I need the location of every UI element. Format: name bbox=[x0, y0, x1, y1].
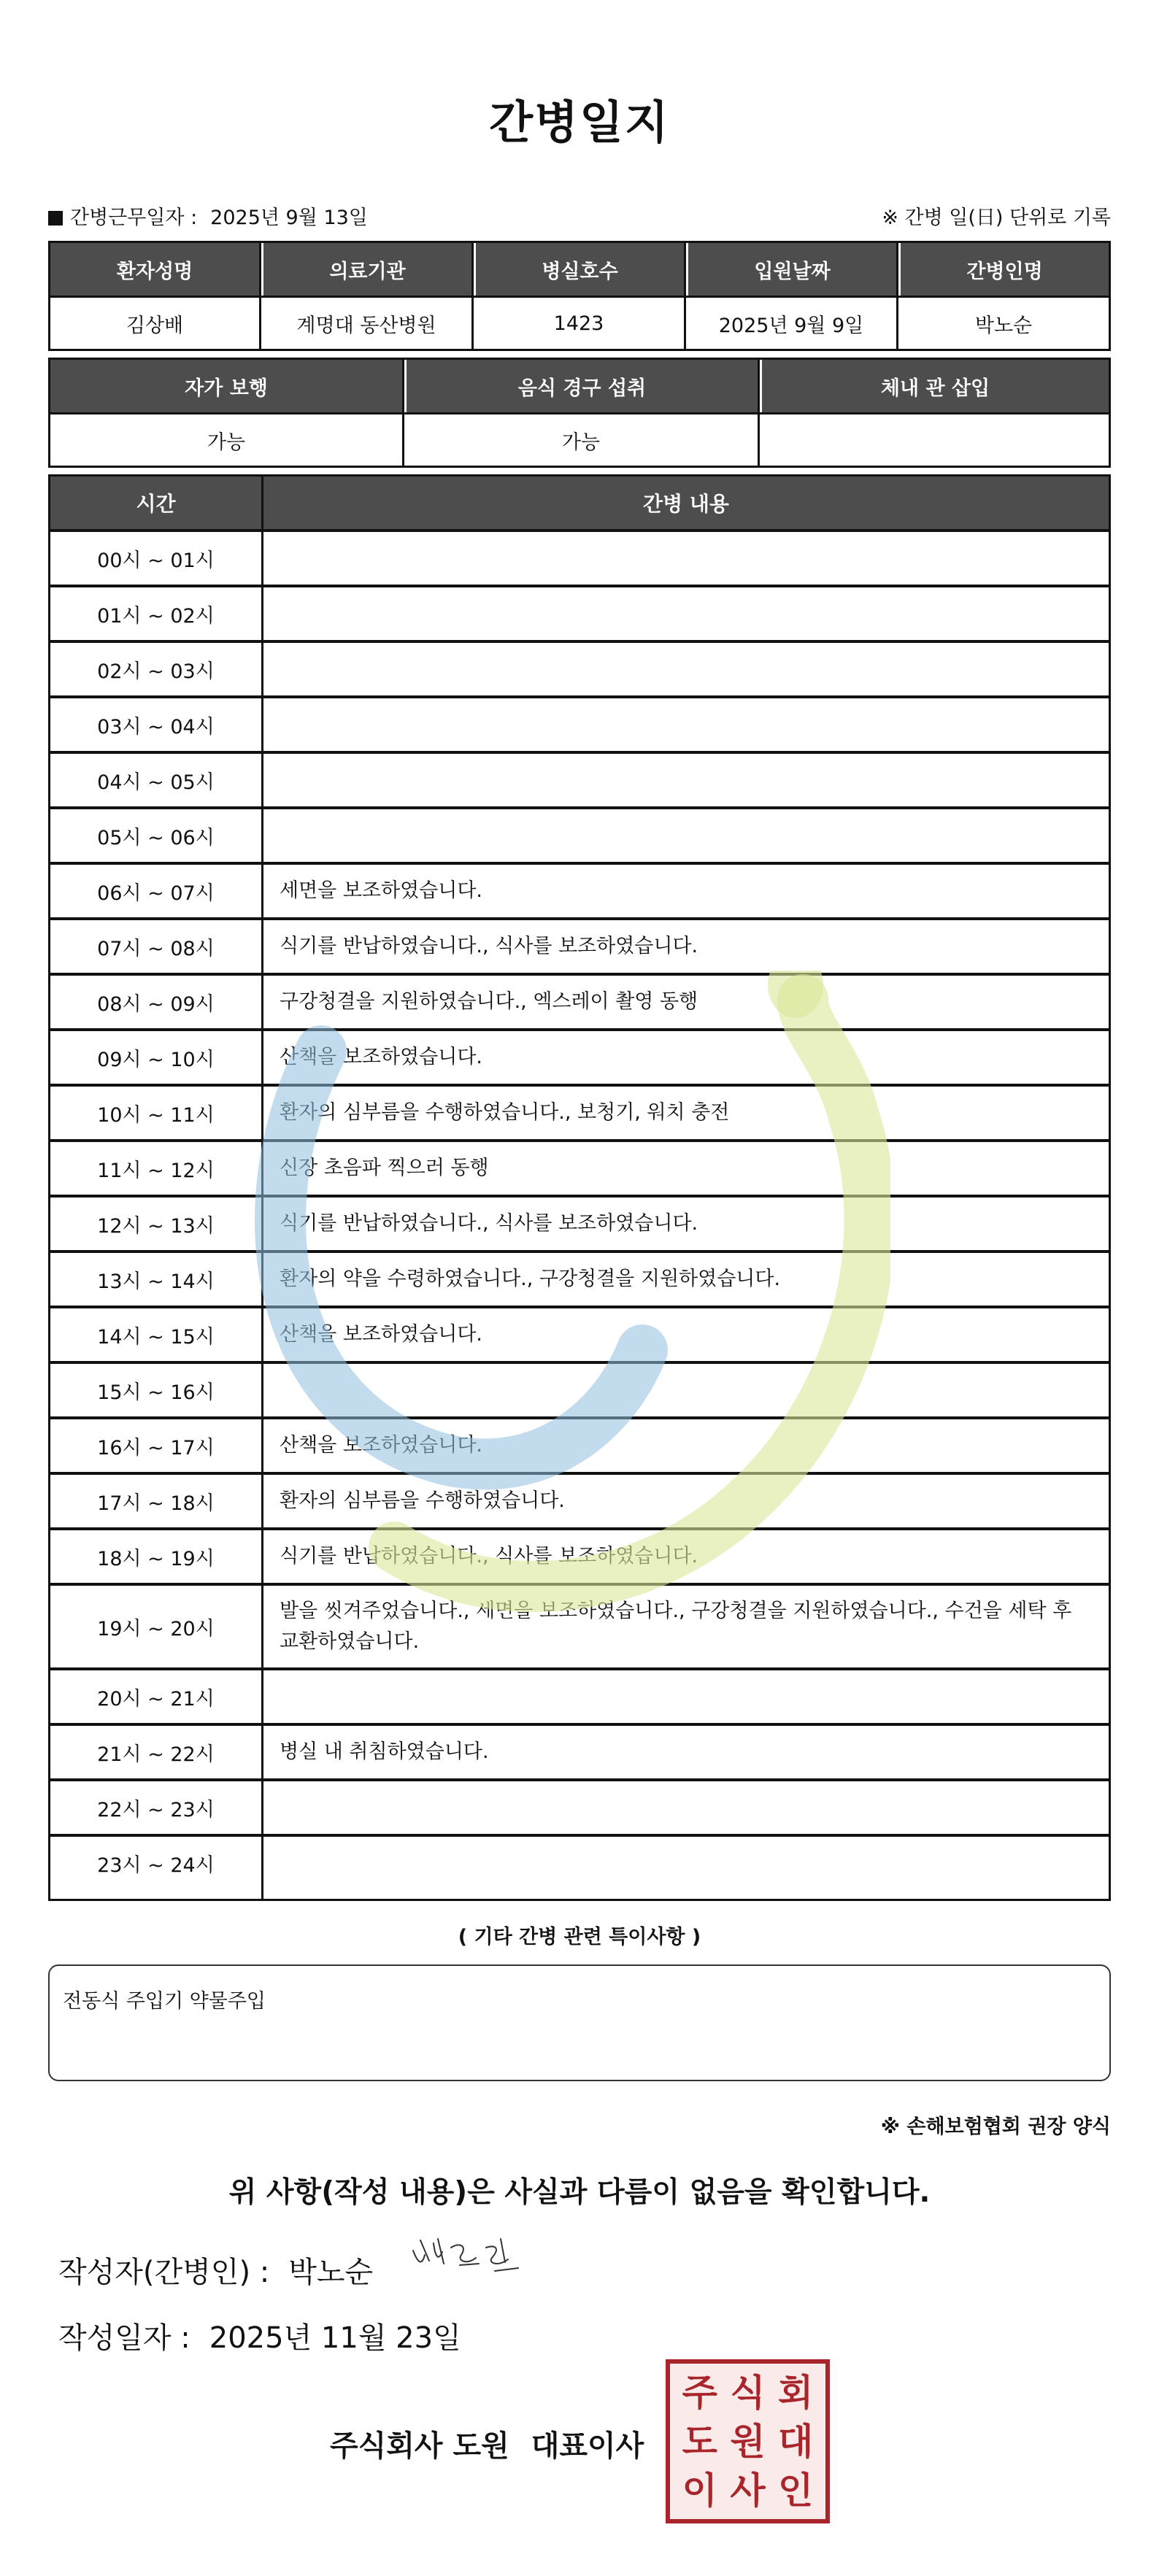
table-row bbox=[50, 1139, 1109, 1195]
value-admission-date: 2025년 9월 9일 bbox=[718, 314, 864, 337]
care-content bbox=[263, 809, 1109, 862]
table-row bbox=[50, 1306, 1109, 1361]
table-row bbox=[50, 1723, 1109, 1778]
time-slot: 01시 ~ 02시 bbox=[97, 604, 215, 628]
seal-character: 식 bbox=[730, 2370, 766, 2414]
seal-character: 이 bbox=[682, 2468, 717, 2512]
time-slot: 11시 ~ 12시 bbox=[97, 1159, 215, 1182]
header-care-content: 간병 내용 bbox=[643, 492, 729, 516]
time-slot: 17시 ~ 18시 bbox=[97, 1492, 215, 1515]
patient-info-table bbox=[48, 241, 1111, 351]
table-row bbox=[50, 1667, 1109, 1723]
seal-character: 주 bbox=[682, 2370, 717, 2414]
care-content: 환자의 심부름을 수행하였습니다. bbox=[280, 1489, 565, 1512]
page-title: 간병일지 bbox=[489, 96, 670, 149]
writer-line bbox=[58, 2249, 373, 2291]
value-caregiver-name: 박노순 bbox=[974, 314, 1033, 337]
time-slot: 19시 ~ 20시 bbox=[97, 1617, 215, 1640]
company-name: 주식회사 도원 bbox=[330, 2429, 509, 2463]
time-slot: 00시 ~ 01시 bbox=[97, 549, 215, 572]
handwritten-signature bbox=[409, 2233, 533, 2291]
table-row bbox=[50, 1527, 1109, 1583]
representative-title: 대표이사 bbox=[531, 2429, 644, 2463]
time-slot: 23시 ~ 24시 bbox=[97, 1854, 215, 1877]
time-slot: 20시 ~ 21시 bbox=[97, 1687, 215, 1711]
care-content bbox=[263, 1364, 1109, 1416]
time-slot: 07시 ~ 08시 bbox=[97, 937, 215, 960]
work-date-label: 간병근무일자 : bbox=[70, 207, 198, 229]
care-content bbox=[263, 1837, 1109, 1889]
table-row bbox=[50, 585, 1109, 640]
table-row bbox=[50, 529, 1109, 585]
company-seal-stamp bbox=[666, 2359, 830, 2523]
header-tube-insertion: 체내 관 삽입 bbox=[762, 360, 1109, 412]
notes-content: 전동식 주입기 약물주입 bbox=[63, 1990, 266, 2013]
header-self-walking: 자가 보행 bbox=[50, 360, 402, 412]
hourly-care-header-row bbox=[50, 477, 1109, 529]
table-row bbox=[50, 640, 1109, 695]
write-date-label: 작성일자 : bbox=[58, 2321, 190, 2355]
square-bullet-icon bbox=[48, 211, 63, 225]
work-date-value: 2025년 9월 13일 bbox=[210, 207, 368, 229]
time-slot: 05시 ~ 06시 bbox=[97, 826, 215, 849]
table-row bbox=[50, 806, 1109, 862]
hourly-care-table bbox=[48, 474, 1111, 1901]
table-row bbox=[50, 1416, 1109, 1472]
seal-character: 대 bbox=[778, 2419, 814, 2463]
time-slot: 16시 ~ 17시 bbox=[97, 1436, 215, 1459]
care-content: 병실 내 취침하였습니다. bbox=[280, 1740, 489, 1763]
header-hospital: 의료기관 bbox=[263, 243, 471, 296]
time-slot: 14시 ~ 15시 bbox=[97, 1325, 215, 1349]
table-row bbox=[50, 1250, 1109, 1306]
table-row bbox=[50, 973, 1109, 1028]
care-content: 산책을 보조하였습니다. bbox=[280, 1323, 482, 1346]
write-date-line bbox=[58, 2315, 461, 2356]
time-slot: 08시 ~ 09시 bbox=[97, 992, 215, 1016]
patient-status-table bbox=[48, 358, 1111, 468]
care-content: 산책을 보조하였습니다. bbox=[280, 1434, 482, 1457]
care-content: 식기를 반납하였습니다., 식사를 보조하였습니다. bbox=[280, 935, 698, 957]
time-slot: 18시 ~ 19시 bbox=[97, 1547, 215, 1570]
table-row bbox=[50, 917, 1109, 973]
care-content bbox=[263, 754, 1109, 806]
form-source-note: ※ 손해보험협회 권장 양식 bbox=[880, 2116, 1111, 2138]
value-patient-name: 김상배 bbox=[126, 314, 184, 337]
table-row bbox=[50, 1361, 1109, 1416]
care-content: 환자의 약을 수령하였습니다., 구강청결을 지원하였습니다. bbox=[280, 1268, 781, 1290]
table-row bbox=[50, 1195, 1109, 1250]
time-slot: 03시 ~ 04시 bbox=[97, 715, 215, 739]
table-row bbox=[50, 1834, 1109, 1889]
company-line bbox=[330, 2423, 644, 2464]
write-date-value: 2025년 11월 23일 bbox=[209, 2321, 461, 2355]
header-patient-name: 환자성명 bbox=[50, 243, 259, 296]
value-room-number: 1423 bbox=[553, 312, 604, 335]
time-slot: 22시 ~ 23시 bbox=[97, 1798, 215, 1821]
seal-character: 인 bbox=[778, 2468, 814, 2512]
confirmation-statement: 위 사항(작성 내용)은 사실과 다름이 없음을 확인합니다. bbox=[228, 2176, 931, 2209]
care-content: 신장 초음파 찍으러 동행 bbox=[280, 1157, 489, 1179]
time-slot: 15시 ~ 16시 bbox=[97, 1381, 215, 1404]
care-content: 식기를 반납하였습니다., 식사를 보조하였습니다. bbox=[280, 1545, 698, 1567]
care-content bbox=[263, 1670, 1109, 1723]
notes-box bbox=[48, 1964, 1111, 2081]
writer-label: 작성자(간병인) : bbox=[58, 2256, 270, 2289]
header-oral-intake: 음식 경구 섭취 bbox=[407, 360, 758, 412]
table-row bbox=[50, 862, 1109, 917]
care-content bbox=[263, 587, 1109, 640]
value-self-walking: 가능 bbox=[207, 431, 246, 454]
care-content: 세면을 보조하였습니다. bbox=[280, 879, 482, 902]
table-row bbox=[50, 1778, 1109, 1834]
value-tube-insertion bbox=[760, 414, 1109, 466]
table-row bbox=[50, 1583, 1109, 1667]
table-row bbox=[50, 1084, 1109, 1139]
seal-character: 회 bbox=[778, 2370, 814, 2414]
seal-character: 도 bbox=[682, 2419, 717, 2463]
seal-character: 사 bbox=[730, 2468, 766, 2512]
time-slot: 06시 ~ 07시 bbox=[97, 882, 215, 905]
care-content bbox=[263, 698, 1109, 751]
care-content bbox=[263, 1781, 1109, 1834]
care-content: 환자의 심부름을 수행하였습니다., 보청기, 워치 충전 bbox=[280, 1101, 730, 1124]
table-row bbox=[50, 1472, 1109, 1527]
care-content: 구강청결을 지원하였습니다., 엑스레이 촬영 동행 bbox=[280, 990, 698, 1013]
time-slot: 21시 ~ 22시 bbox=[97, 1743, 215, 1766]
care-content bbox=[263, 532, 1109, 585]
header-admission-date: 입원날짜 bbox=[688, 243, 896, 296]
table-row bbox=[50, 751, 1109, 806]
time-slot: 10시 ~ 11시 bbox=[97, 1103, 215, 1127]
care-content: 식기를 반납하였습니다., 식사를 보조하였습니다. bbox=[280, 1212, 698, 1235]
value-oral-intake: 가능 bbox=[561, 431, 601, 454]
time-slot: 02시 ~ 03시 bbox=[97, 660, 215, 683]
time-slot: 12시 ~ 13시 bbox=[97, 1214, 215, 1238]
time-slot: 04시 ~ 05시 bbox=[97, 771, 215, 794]
care-content: 산책을 보조하였습니다. bbox=[280, 1046, 482, 1068]
care-content: 발을 씻겨주었습니다., 세면을 보조하였습니다., 구강청결을 지원하였습니다., 수건을 세탁 후 교환하였습니다. bbox=[280, 1600, 1072, 1653]
table-row bbox=[50, 695, 1109, 751]
time-slot: 09시 ~ 10시 bbox=[97, 1048, 215, 1071]
header-room-number: 병실호수 bbox=[476, 243, 684, 296]
table-row bbox=[50, 1028, 1109, 1084]
writer-name: 박노순 bbox=[288, 2256, 374, 2289]
header-time: 시간 bbox=[136, 492, 176, 516]
notes-title: ( 기타 간병 관련 특이사항 ) bbox=[458, 1926, 701, 1948]
seal-character: 원 bbox=[730, 2419, 766, 2463]
work-date bbox=[48, 201, 368, 230]
header-caregiver-name: 간병인명 bbox=[901, 243, 1109, 296]
daily-record-note: ※ 간병 일(日) 단위로 기록 bbox=[882, 207, 1111, 229]
care-content bbox=[263, 643, 1109, 695]
time-slot: 13시 ~ 14시 bbox=[97, 1270, 215, 1293]
value-hospital: 계명대 동산병원 bbox=[296, 314, 436, 337]
